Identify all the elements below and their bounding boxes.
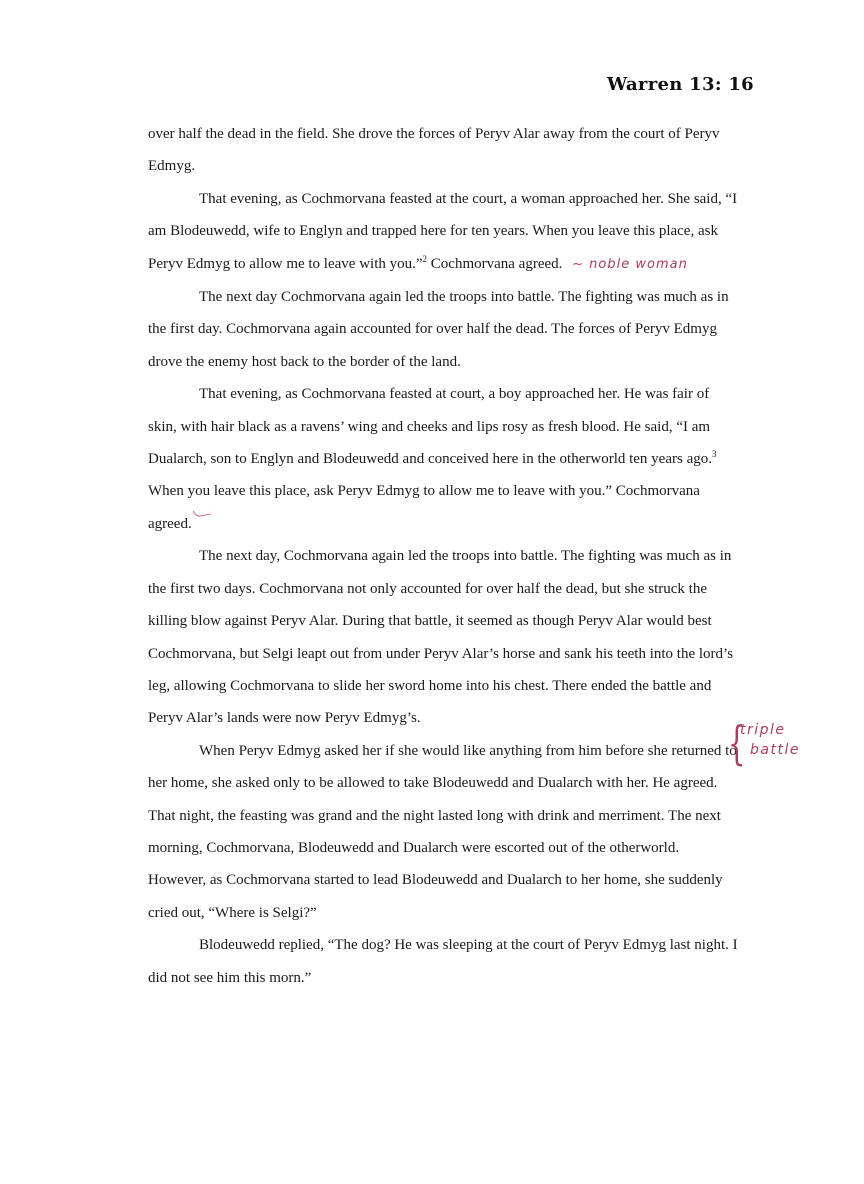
paragraph-text: That evening, as Cochmorvana feasted at the court, a woman approached her. She said, “I am Blodeuwedd, wife to Englyn and trapped here for ten years. When you leave this place, ask Peryv Edmyg to allow me to leave with you.” [148, 190, 738, 272]
paragraph-4 [148, 378, 738, 540]
handwritten-annotation: ~ noble woman [572, 256, 688, 272]
paragraph-7 [148, 929, 738, 994]
page-header: Warren 13: 16 [607, 74, 754, 95]
paragraph-text: The next day Cochmorvana again led the troops into battle. The fighting was much as in the first day. Cochmorvana again accounted for over half the dead. The forces of Peryv Edmyg drove the enemy host back to the border of the land. [148, 289, 729, 370]
footnote-marker: 3 [712, 449, 717, 460]
paragraph-3 [148, 281, 738, 378]
paragraph-5 [148, 540, 738, 734]
check-mark-icon [193, 507, 211, 517]
margin-annotation-line: triple [740, 722, 786, 738]
brace-icon: { [727, 716, 746, 770]
paragraph-6 [148, 735, 738, 929]
paragraph-tail: When you leave this place, ask Peryv Edmyg to allow me to leave with you.” Cochmorvana agreed. [148, 483, 700, 532]
paragraph-text: That evening, as Cochmorvana feasted at court, a boy approached her. He was fair of skin, with hair black as a ravens’ wing and cheeks and lips rosy as fresh blood. He said, “I am Dualarch, son to Englyn and Blodeuwedd and conceived here in the otherworld ten years ago. [148, 386, 712, 468]
paragraph-1 [148, 118, 738, 183]
manuscript-body [148, 118, 738, 994]
paragraph-text: The next day, Cochmorvana again led the troops into battle. The fighting was much as in the first two days. Cochmorvana not only accounted for over half the dead, but she struck the killing blow against Peryv Alar. During that battle, it seemed as though Peryv Alar would best Cochmorvana, but Selgi leapt out from under Peryv Alar’s horse and sank his teeth into the lord’s leg, allowing Cochmorvana to slide her sword home into his chest. There ended the battle and Peryv Alar’s lands were now Peryv Edmyg’s. [148, 548, 734, 727]
paragraph-text: over half the dead in the field. She drove the forces of Peryv Alar away from the court of Peryv Edmyg. [148, 126, 720, 175]
paragraph-2 [148, 183, 738, 281]
margin-annotation [722, 718, 842, 774]
paragraph-text: Blodeuwedd replied, “The dog? He was sleeping at the court of Peryv Edmyg last night. I did not see him this morn.” [148, 937, 738, 986]
margin-annotation-line: battle [750, 742, 800, 758]
paragraph-text: When Peryv Edmyg asked her if she would like anything from him before she returned to her home, she asked only to be allowed to take Blodeuwedd and Dualarch with her. He agreed. That night, the feasting was grand and the night lasted long with drink and merriment. The next morning, Cochmorvana, Blodeuwedd and Dualarch were escorted out of the otherworld. However, as Cochmorvana started to lead Blodeuwedd and Dualarch to her home, she suddenly cried out, “Where is Selgi?” [148, 742, 737, 921]
paragraph-tail: Cochmorvana agreed. [430, 255, 563, 272]
footnote-marker: 2 [422, 253, 428, 264]
